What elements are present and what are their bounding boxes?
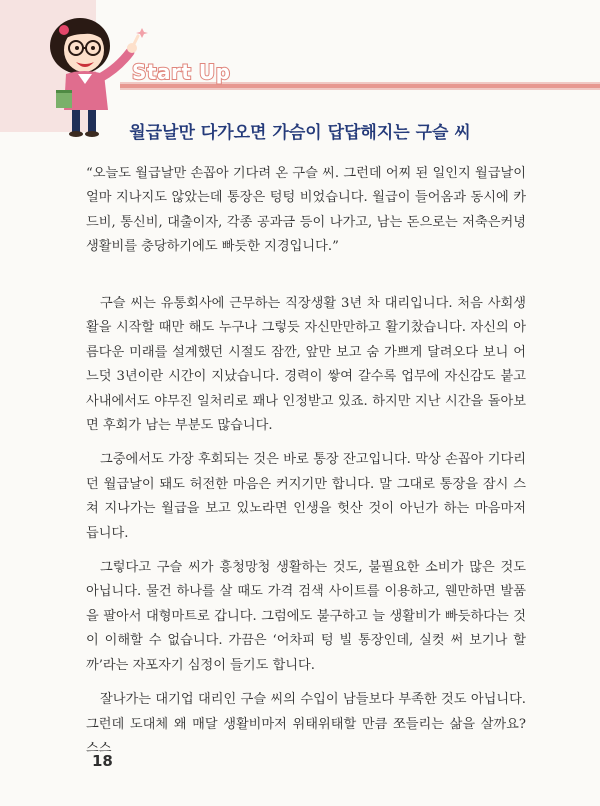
- paragraph: 그중에서도 가장 후회되는 것은 바로 통장 잔고입니다. 막상 손꼽아 기다리던 월급날이 돼도 허전한 마음은 커지기만 합니다. 말 그대로 통장을 잠시 스쳐 지나가는 월급을 보고 있노라면 인생을 헛산 것이 아닌가 하는 마음마저 듭니다.: [86, 452, 526, 541]
- intro-quote: “오늘도 월급날만 손꼽아 기다려 온 구슬 씨. 그런데 어찌 된 일인지 월급날이 얼마 지나지도 않았는데 통장은 텅텅 비었습니다. 월급이 들어옴과 동시에 카드비, 통신비, 대출이자, 각종 공과금 등이 나가고, 남는 돈으로는 저축은커녕 생활비를 충당하기에도 빠듯한 지경입니다.”: [86, 166, 526, 255]
- paragraph: 그렇다고 구슬 씨가 흥청망청 생활하는 것도, 불필요한 소비가 많은 것도 아닙니다. 물건 하나를 살 때도 가격 검색 사이트를 이용하고, 웬만하면 발품을 팔아서 대형마트로 갑니다. 그럼에도 불구하고 늘 생활비가 빠듯하다는 것이 이해할 수 없습니다. 가끔은 ‘어차피 텅 빌 통장인데, 실컷 써 보기나 할까’라는 자포자기 심정이 들기도 합니다.: [86, 560, 526, 673]
- section-title: 월급날만 다가오면 가슴이 답답해지는 구슬 씨: [129, 123, 471, 143]
- paragraph: 구슬 씨는 유통회사에 근무하는 직장생활 3년 차 대리입니다. 처음 사회생활을 시작할 때만 해도 누구나 그렇듯 자신만만하고 활기찼습니다. 자신의 아름다운 미래를 설계했던 시절도 잠깐, 앞만 보고 숨 가쁘게 달려오다 보니 어느덧 3년이란 시간이 지났습니다. 경력이 쌓여 갈수록 업무에 자신감도 붙고 사내에서도 야무진 일처리로 꽤나 인정받고 있죠. 하지만 지난 시간을 돌아보면 후회가 남는 부분도 많습니다.: [86, 296, 526, 434]
- start-up-badge: Start Up: [132, 60, 231, 84]
- page-number: 18: [92, 752, 113, 770]
- paragraph: 잘나가는 대기업 대리인 구슬 씨의 수입이 남들보다 부족한 것도 아닙니다. 그런데 도대체 왜 매달 생활비마저 위태위태할 만큼 쪼들리는 삶을 살까요? 스스: [86, 692, 526, 756]
- body-text: [86, 292, 526, 771]
